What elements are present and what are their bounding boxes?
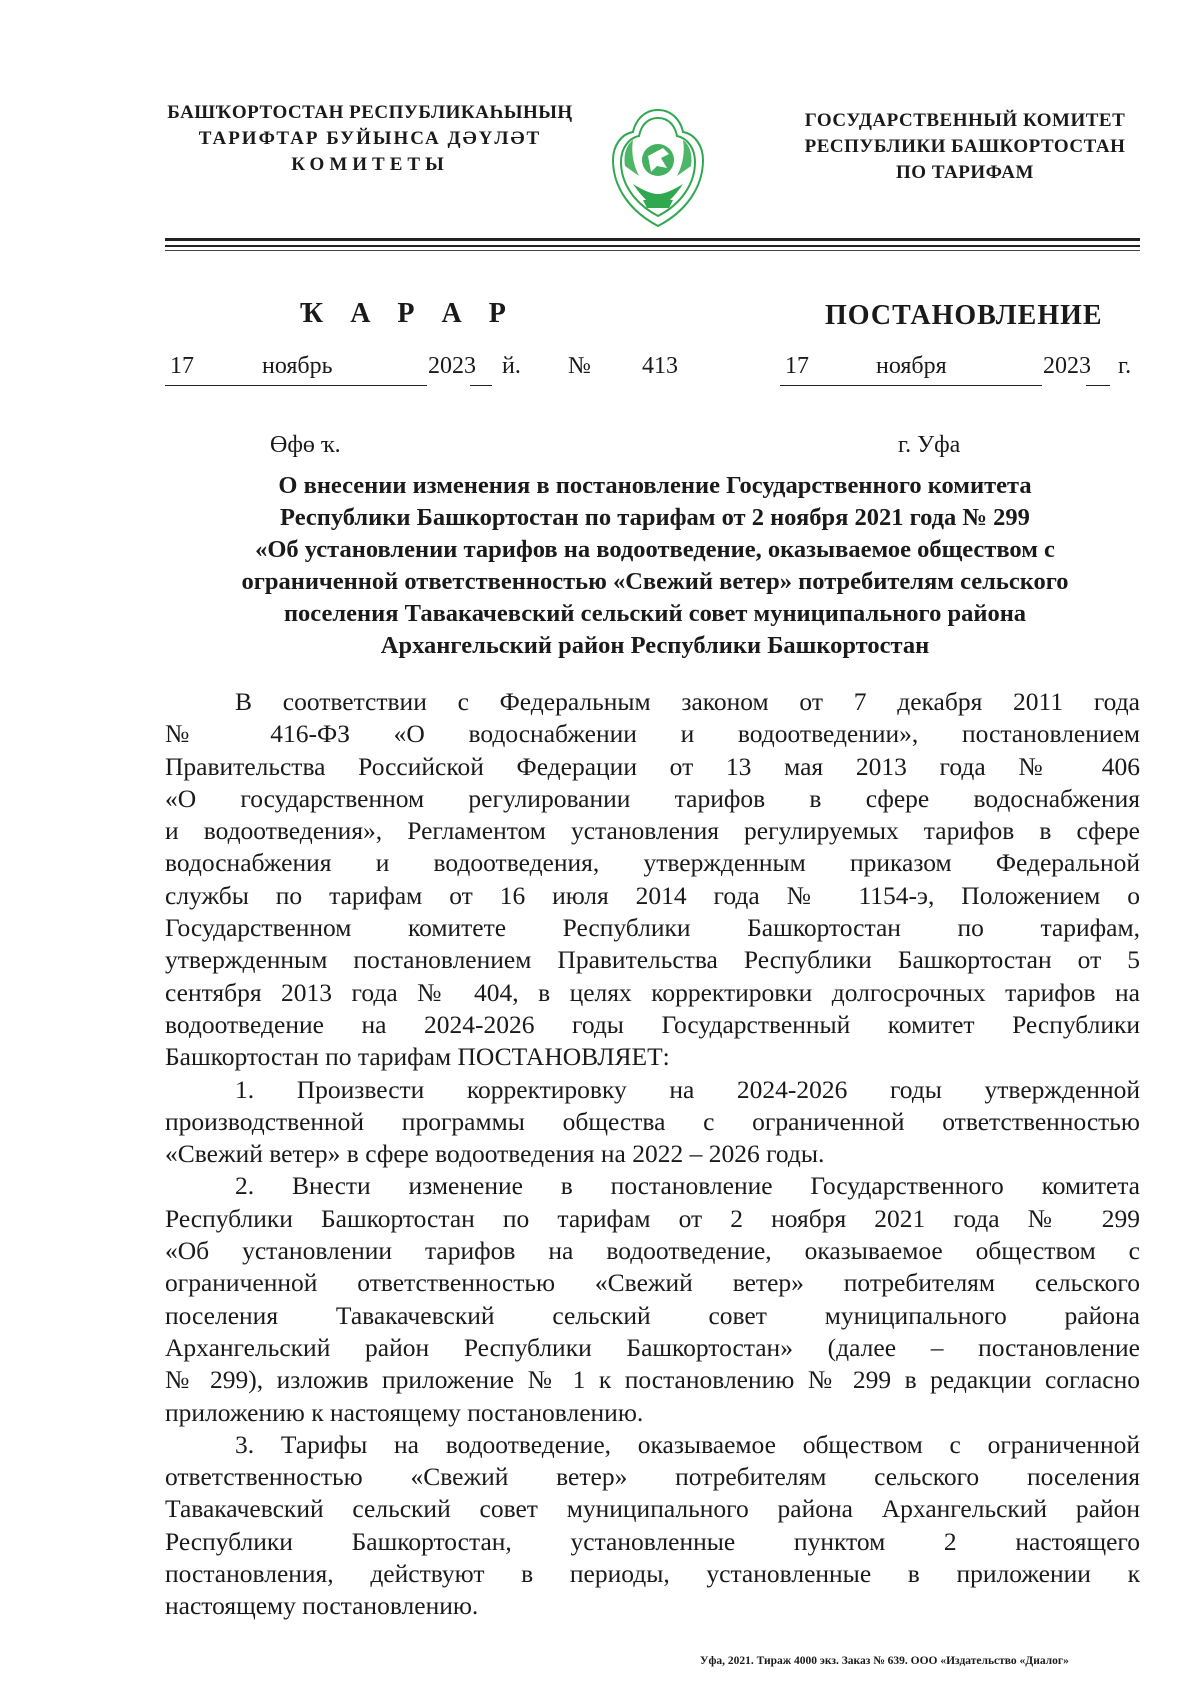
- doc-type-russian: ПОСТАНОВЛЕНИЕ: [825, 300, 1103, 331]
- header-russian-org-name: [780, 108, 1150, 186]
- header-divider: [165, 238, 1140, 241]
- date-left-month: ноябрь: [262, 353, 333, 379]
- date-right-month: ноября: [876, 353, 947, 379]
- title-line: Архангельский район Республики Башкортостан: [380, 632, 930, 659]
- body-paragraph: [165, 1074, 1140, 1171]
- place-russian: г. Уфа: [898, 432, 961, 458]
- header-right-line: ГОСУДАРСТВЕННЫЙ КОМИТЕТ: [804, 110, 1126, 131]
- title-line: Республики Башкортостан по тарифам от 2 ноября 2021 года № 299: [280, 504, 1030, 531]
- bashkortostan-emblem-icon: [603, 104, 713, 232]
- body-line: Республики Башкортостан по тарифам от 2 ноября 2021 года № 299: [165, 1203, 1140, 1233]
- body-line: и водоотведения», Регламентом установления регулируемых тарифов в сфере: [165, 816, 1140, 846]
- body-line: поселения Тавакачевский сельский совет муниципального района: [165, 1300, 1140, 1330]
- date-underline: [780, 385, 1042, 386]
- body-line: службы по тарифам от 16 июля 2014 года № 1154-э, Положением о: [165, 880, 1140, 910]
- body-line: «Свежий ветер» в сфере водоотведения на 2022 – 2026 годы.: [165, 1139, 825, 1169]
- date-underline: [1086, 385, 1110, 386]
- document-title: [160, 470, 1150, 662]
- body-line: 2. Внести изменение в постановление Государственного комитета: [235, 1171, 1140, 1201]
- body-line: «О государственном регулировании тарифов в сфере водоснабжения: [165, 783, 1140, 813]
- title-line: ограниченной ответственностью «Свежий ветер» потребителям сельского: [241, 568, 1069, 595]
- body-line: Башкортостан по тарифам ПОСТАНОВЛЯЕТ:: [165, 1042, 670, 1072]
- body-paragraph: [165, 686, 1140, 1074]
- body-line: утвержденным постановлением Правительства Республики Башкортостан от 5: [165, 945, 1140, 975]
- date-left-year: 2023: [428, 353, 476, 379]
- body-line: В соответствии с Федеральным законом от 7 декабря 2011 года: [235, 687, 1140, 716]
- header-left-line: КОМИТЕТЫ: [291, 154, 449, 175]
- place-bashkir: Өфө ҡ.: [270, 432, 341, 458]
- body-line: «Об установлении тарифов на водоотведение, оказываемое обществом с: [165, 1236, 1140, 1266]
- body-line: ответственностью «Свежий ветер» потребителям сельского поселения: [165, 1462, 1140, 1492]
- date-underline: [165, 385, 427, 386]
- header-divider: [165, 250, 1140, 251]
- number-sign: №: [568, 353, 591, 379]
- header-right-line: РЕСПУБЛИКИ БАШКОРТОСТАН: [804, 136, 1126, 157]
- date-right-day: 17: [785, 353, 809, 379]
- date-right-year: 2023: [1043, 353, 1091, 379]
- document-body: [165, 686, 1140, 1623]
- date-left-day: 17: [170, 353, 194, 379]
- header-right-line: ПО ТАРИФАМ: [896, 162, 1034, 183]
- body-line: производственной программы общества с ограниченной ответственностью: [165, 1106, 1140, 1136]
- title-line: О внесении изменения в постановление Государственного комитета: [278, 472, 1032, 499]
- body-line: водоотведение на 2024-2026 годы Государственный комитет Республики: [165, 1009, 1140, 1039]
- body-line: сентября 2013 года № 404, в целях корректировки долгосрочных тарифов на: [165, 977, 1140, 1007]
- header-bashkir-org-name: [150, 100, 590, 178]
- body-line: настоящему постановлению.: [165, 1591, 479, 1621]
- date-underline: [470, 385, 492, 386]
- body-line: Государственном комитете Республики Башкортостан по тарифам,: [165, 913, 1140, 943]
- doc-type-bashkir: Ҡ А Р А Р: [300, 298, 516, 329]
- body-line: Тавакачевский сельский совет муниципального района Архангельский район: [165, 1494, 1140, 1524]
- body-line: Правительства Российской Федерации от 13 мая 2013 года № 406: [165, 751, 1140, 781]
- body-paragraph: [165, 1170, 1140, 1428]
- body-line: постановления, действуют в периоды, установленные в приложении к: [165, 1559, 1140, 1589]
- body-line: № 299), изложив приложение № 1 к постановлению № 299 в редакции согласно: [165, 1365, 1140, 1395]
- body-line: ограниченной ответственностью «Свежий ветер» потребителям сельского: [165, 1268, 1140, 1298]
- body-line: 1. Произвести корректировку на 2024-2026 годы утвержденной: [235, 1074, 1140, 1104]
- body-line: водоснабжения и водоотведения, утвержденным приказом Федеральной: [165, 848, 1140, 878]
- title-line: «Об установлении тарифов на водоотведение, оказываемое обществом с: [255, 536, 1055, 563]
- body-line: Республики Башкортостан, установленные пунктом 2 настоящего: [165, 1526, 1140, 1556]
- header-left-line: БАШҠОРТОСТАН РЕСПУБЛИКАҺЫНЫҢ: [167, 102, 573, 123]
- title-line: поселения Тавакачевский сельский совет муниципального района: [283, 600, 1027, 627]
- body-paragraph: [165, 1429, 1140, 1623]
- body-line: приложению к настоящему постановлению.: [165, 1397, 644, 1427]
- body-line: 3. Тарифы на водоотведение, оказываемое обществом с ограниченной: [235, 1429, 1140, 1459]
- body-line: № 416-ФЗ «О водоснабжении и водоотведении», постановлением: [165, 719, 1140, 749]
- header-left-line: ТАРИФТАР БУЙЫНСА ДӘҮЛӘТ: [198, 128, 542, 149]
- date-left-suffix: й.: [502, 353, 521, 379]
- body-line: Архангельский район Республики Башкортостан» (далее – постановление: [165, 1332, 1140, 1362]
- document-number: 413: [642, 353, 678, 379]
- print-footer: Уфа, 2021. Тираж 4000 экз. Заказ № 639. ООО «Издательство «Диалог»: [700, 1655, 1069, 1667]
- header-divider: [165, 245, 1140, 247]
- date-right-suffix: г.: [1118, 353, 1132, 379]
